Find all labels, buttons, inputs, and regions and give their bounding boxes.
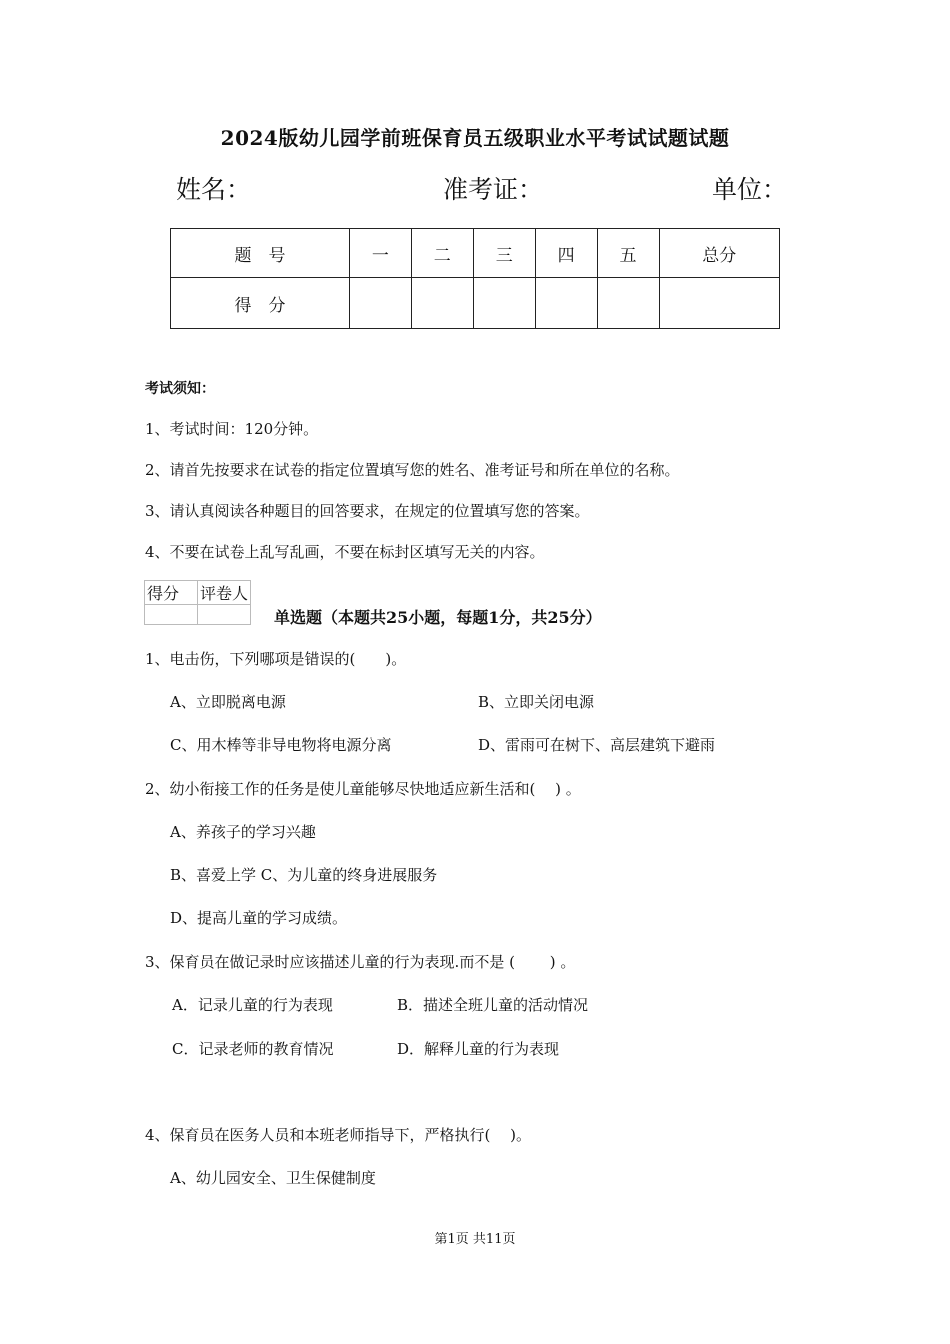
score-table — [170, 228, 780, 329]
score-cell[interactable] — [659, 278, 779, 329]
question-stem: 2、幼小衔接工作的任务是使儿童能够尽快地适应新生活和( ) 。 — [145, 780, 581, 798]
grader-score-cell[interactable] — [145, 605, 198, 625]
score-header-cell: 题 号 — [171, 229, 350, 278]
question-option: B、喜爱上学 C、为儿童的终身进展服务 — [170, 866, 438, 884]
score-cell[interactable] — [473, 278, 535, 329]
score-row-label: 得 分 — [171, 278, 350, 329]
score-cell[interactable] — [349, 278, 411, 329]
section-title: 单选题（本题共25小题，每题1分，共25分） — [274, 608, 602, 627]
question-option: A、幼儿园安全、卫生保健制度 — [170, 1169, 376, 1187]
score-cell[interactable] — [411, 278, 473, 329]
score-header-cell: 总分 — [659, 229, 779, 278]
score-header-cell: 三 — [473, 229, 535, 278]
note-item: 2、请首先按要求在试卷的指定位置填写您的姓名、准考证号和所在单位的名称。 — [145, 461, 680, 479]
exam-title: 2024版幼儿园学前班保育员五级职业水平考试试题试题 — [220, 126, 730, 150]
score-header-cell: 二 — [411, 229, 473, 278]
unit-field-label: 单位： — [712, 175, 788, 204]
question-option: A、养孩子的学习兴趣 — [170, 823, 316, 841]
page-footer: 第1页 共11页 — [434, 1232, 516, 1247]
question-option: D、雷雨可在树下、高层建筑下避雨 — [478, 736, 716, 754]
question-stem: 4、保育员在医务人员和本班老师指导下，严格执行( )。 — [145, 1126, 532, 1144]
question-option: C、用木棒等非导电物将电源分离 — [170, 736, 392, 754]
grader-name-cell[interactable] — [198, 605, 251, 625]
score-header-cell: 五 — [597, 229, 659, 278]
score-cell[interactable] — [535, 278, 597, 329]
notes-heading: 考试须知： — [145, 381, 215, 397]
score-header-cell: 四 — [535, 229, 597, 278]
score-header-cell: 一 — [349, 229, 411, 278]
question-option: C．记录老师的教育情况 — [172, 1040, 334, 1058]
score-table-header-row — [171, 229, 780, 278]
question-stem: 3、保育员在做记录时应该描述儿童的行为表现.而不是 ( ) 。 — [145, 953, 576, 971]
grader-name-label: 评卷人 — [198, 581, 251, 605]
score-cell[interactable] — [597, 278, 659, 329]
exam-id-field-label: 准考证： — [443, 175, 544, 204]
note-item: 3、请认真阅读各种题目的回答要求，在规定的位置填写您的答案。 — [145, 502, 590, 520]
question-option: D．解释儿童的行为表现 — [397, 1040, 560, 1058]
question-option: D、提高儿童的学习成绩。 — [170, 909, 348, 927]
question-stem: 1、电击伤，下列哪项是错误的( )。 — [145, 650, 407, 668]
question-option: A、立即脱离电源 — [170, 693, 286, 711]
name-field-label: 姓名： — [176, 175, 252, 204]
question-option: B．描述全班儿童的活动情况 — [397, 996, 589, 1014]
note-item: 4、不要在试卷上乱写乱画，不要在标封区填写无关的内容。 — [145, 543, 545, 561]
grader-box — [144, 580, 251, 625]
question-option: A．记录儿童的行为表现 — [172, 996, 333, 1014]
note-item: 1、考试时间：120分钟。 — [145, 420, 319, 438]
grader-score-label: 得分 — [145, 581, 198, 605]
score-table-score-row — [171, 278, 780, 329]
question-option: B、立即关闭电源 — [478, 693, 595, 711]
